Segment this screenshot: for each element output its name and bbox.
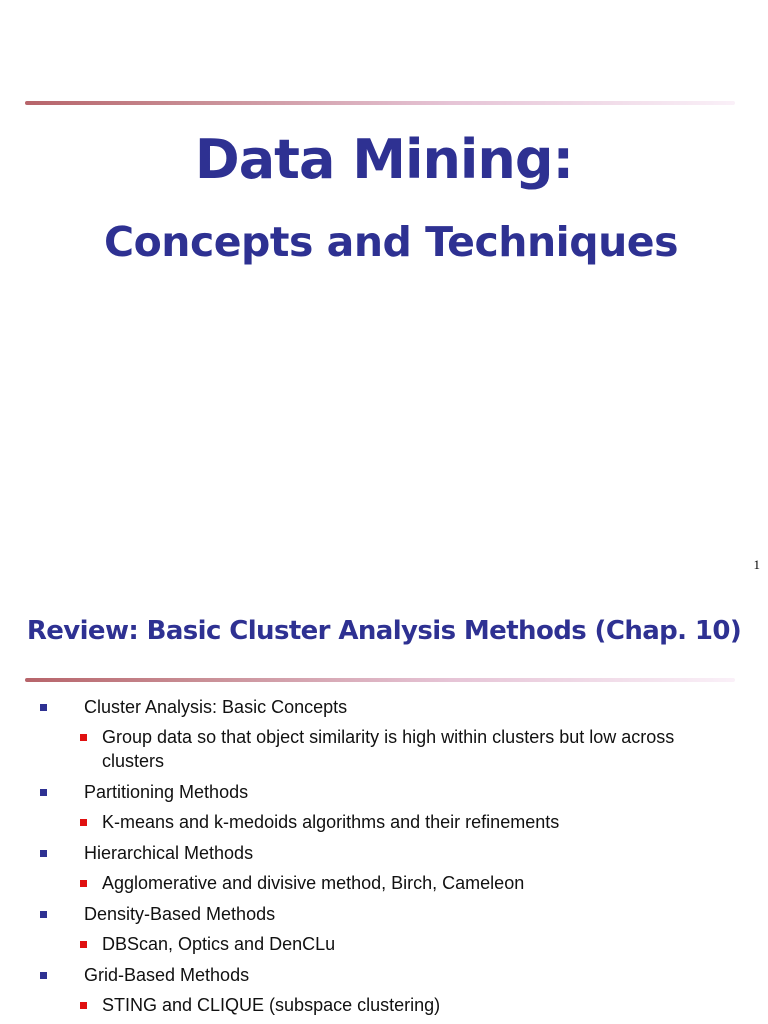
header-rule: [25, 678, 735, 682]
bullet-item: Grid-Based Methods: [0, 962, 768, 988]
bullet-item: Density-Based Methods: [0, 901, 768, 927]
sub-bullet-item: DBScan, Optics and DenCLu: [0, 932, 768, 956]
page-number: 1: [753, 557, 760, 572]
sub-bullet-item: Group data so that object similarity is high within clusters but low across clusters: [0, 725, 768, 773]
bullet-item: Cluster Analysis: Basic Concepts: [0, 694, 768, 720]
bullet-list: [0, 694, 768, 1023]
slide-2: [0, 580, 768, 1024]
slide-title: Review: Basic Cluster Analysis Methods (Chap. 10): [26, 616, 742, 646]
sub-bullet-item: STING and CLIQUE (subspace clustering): [0, 993, 768, 1017]
header-rule: [25, 101, 735, 105]
bullet-item: Hierarchical Methods: [0, 840, 768, 866]
sub-bullet-item: Agglomerative and divisive method, Birch, Cameleon: [0, 871, 768, 895]
slide-title: Data Mining:: [194, 128, 574, 191]
sub-bullet-item: K-means and k-medoids algorithms and their refinements: [0, 810, 768, 834]
slide-subtitle: Concepts and Techniques: [104, 218, 678, 266]
bullet-item: Partitioning Methods: [0, 779, 768, 805]
